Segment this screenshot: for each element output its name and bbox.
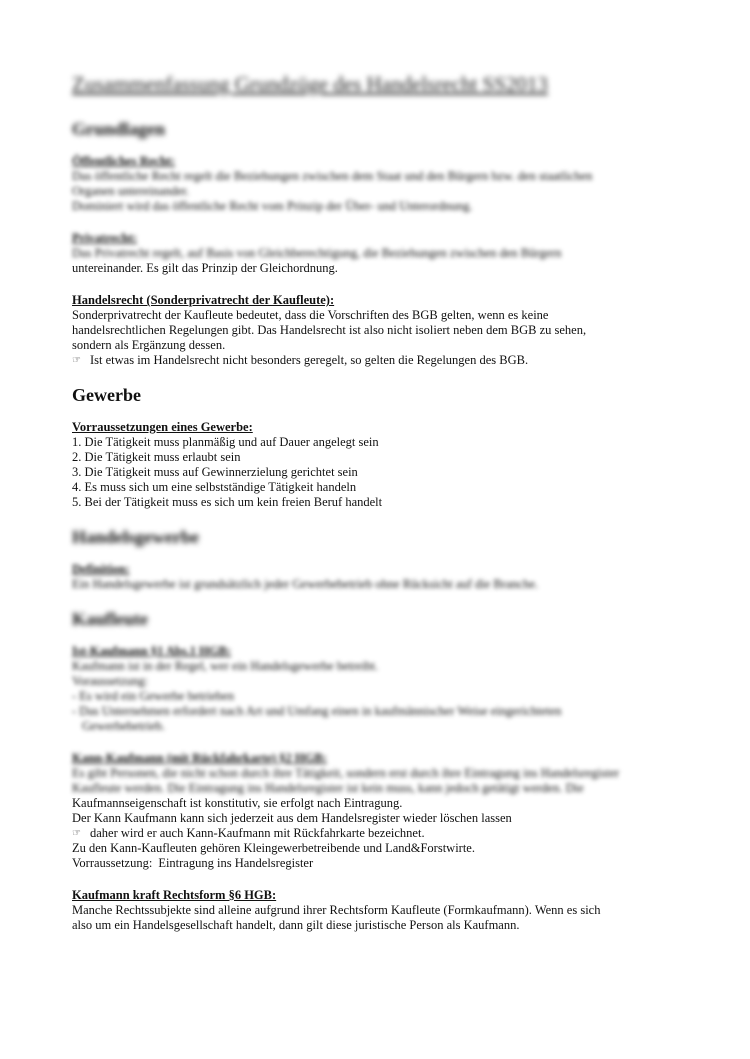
- handelsgewerbe-line-1: Ein Handelsgewerbe ist grundsätzlich jeder Gewerbebetrieb ohne Rücksicht auf die Branche.: [72, 577, 539, 591]
- section-heading-gewerbe: Gewerbe: [72, 385, 141, 405]
- istkaufmann-bullet-2b: Gewerbebetrieb.: [82, 719, 165, 733]
- rechtsform-block: [72, 888, 678, 933]
- gewerbe-subtitle: Vorraussetzungen eines Gewerbe:: [72, 420, 253, 434]
- section-heading-handelsgewerbe: Handelsgewerbe: [72, 527, 199, 547]
- handelsrecht-block: [72, 293, 678, 368]
- handelsrecht-hint-text: Ist etwas im Handelsrecht nicht besonders geregelt, so gelten die Regelungen des BGB.: [90, 353, 529, 367]
- istkaufmann-bullet-2a: - Das Unternehmen erfordert nach Art und Umfang einen in kaufmännischer Weise eingerichteten: [72, 704, 562, 718]
- list-item: 2. Die Tätigkeit muss erlaubt sein: [72, 450, 241, 464]
- document-title: Zusammenfassung Grundzüge des Handelsrecht SS2013: [72, 72, 548, 96]
- kannkaufmann-block: [72, 751, 678, 871]
- gewerbe-block: [72, 420, 678, 510]
- list-item: 3. Die Tätigkeit muss auf Gewinnerzielung gerichtet sein: [72, 465, 358, 479]
- gewerbe-requirements-list: [72, 435, 678, 510]
- kannkaufmann-line-2: Kaufleute werden. Die Eintragung ins Handelsregister ist kein muss, kann jedoch getätigt werden. Die: [72, 781, 584, 795]
- oeffentliches-recht-title: Öffentliches Recht:: [72, 154, 176, 168]
- istkaufmann-line-2: Voraussetzung:: [72, 674, 149, 688]
- istkaufmann-title: Ist-Kaufmann §1 Abs.1 HGB:: [72, 644, 232, 658]
- handelsgewerbe-block: [72, 562, 678, 592]
- oeffentliches-recht-line-3: Dominiert wird das öffentliche Recht vom Prinzip der Über- und Unterordnung.: [72, 199, 473, 213]
- kannkaufmann-voraussetzung: [72, 856, 678, 871]
- list-item: 5. Bei der Tätigkeit muss es sich um kein freien Beruf handelt: [72, 495, 383, 509]
- list-item: 4. Es muss sich um eine selbstständige Tätigkeit handeln: [72, 480, 357, 494]
- kannkaufmann-line-4: Der Kann Kaufmann kann sich jederzeit aus dem Handelsregister wieder löschen lassen: [72, 811, 512, 825]
- list-item: 1. Die Tätigkeit muss planmäßig und auf Dauer angelegt sein: [72, 435, 379, 449]
- kannkaufmann-hint: [72, 826, 678, 841]
- privatrecht-line-2: untereinander. Es gilt das Prinzip der Gleichordnung.: [72, 261, 338, 275]
- voraussetzung-label: Vorraussetzung:: [72, 856, 153, 870]
- section-heading-kaufleute: Kaufleute: [72, 609, 148, 629]
- rechtsform-line-2: also um ein Handelsgesellschaft handelt, dann gilt diese juristische Person als Kaufmann.: [72, 918, 520, 932]
- privatrecht-title: Privatrecht:: [72, 231, 138, 245]
- rechtsform-title: Kaufmann kraft Rechtsform §6 HGB:: [72, 888, 277, 902]
- handelsrecht-line-1: Sonderprivatrecht der Kaufleute bedeutet, dass die Vorschriften des BGB gelten, wenn es keine: [72, 308, 549, 322]
- privatrecht-block: [72, 231, 678, 276]
- rechtsform-line-1: Manche Rechtssubjekte sind alleine aufgrund ihrer Rechtsform Kaufleute (Formkaufmann). Wenn es sich: [72, 903, 601, 917]
- handelsrecht-title: Handelsrecht (Sonderprivatrecht der Kaufleute):: [72, 293, 335, 307]
- kannkaufmann-line-5: Zu den Kann-Kaufleuten gehören Kleingewerbetreibende und Land&Forstwirte.: [72, 841, 475, 855]
- pointing-hand-icon: ☞: [72, 355, 81, 366]
- section-heading-grundlagen: Grundlagen: [72, 119, 166, 139]
- oeffentliches-recht-line-2: Organen untereinander.: [72, 184, 190, 198]
- istkaufmann-bullet-1: - Es wird ein Gewerbe betrieben: [72, 689, 235, 703]
- kannkaufmann-line-3: Kaufmannseigenschaft ist konstitutiv, sie erfolgt nach Eintragung.: [72, 796, 403, 810]
- pointing-hand-icon: ☞: [72, 828, 81, 839]
- handelsrecht-line-2: handelsrechtlichen Regelungen gibt. Das Handelsrecht ist also nicht isoliert neben dem BGB zu sehen,: [72, 323, 587, 337]
- handelsrecht-line-3: sondern als Ergänzung dessen.: [72, 338, 226, 352]
- kannkaufmann-hint-text: daher wird er auch Kann-Kaufmann mit Rückfahrkarte bezeichnet.: [90, 826, 425, 840]
- handelsgewerbe-subtitle: Definition:: [72, 562, 130, 576]
- oeffentliches-recht-line-1: Das öffentliche Recht regelt die Beziehungen zwischen dem Staat und den Bürgern bzw. den staatlichen: [72, 169, 593, 183]
- oeffentliches-recht-block: [72, 154, 678, 214]
- kannkaufmann-title: Kann-Kaufmann (mit Rückfahrkarte) §2 HGB:: [72, 751, 327, 765]
- istkaufmann-block: [72, 644, 678, 734]
- kannkaufmann-line-1: Es gibt Personen, die nicht schon durch ihre Tätigkeit, sondern erst durch ihre Eintragung ins Handelsregister: [72, 766, 620, 780]
- handelsrecht-hint: [72, 353, 678, 368]
- istkaufmann-line-1: Kaufmann ist in der Regel, wer ein Handelsgewerbe betreibt.: [72, 659, 379, 673]
- privatrecht-line-1: Das Privatrecht regelt, auf Basis von Gleichberechtigung, die Beziehungen zwischen den Bürgern: [72, 246, 562, 260]
- voraussetzung-value: Eintragung ins Handelsregister: [158, 856, 314, 870]
